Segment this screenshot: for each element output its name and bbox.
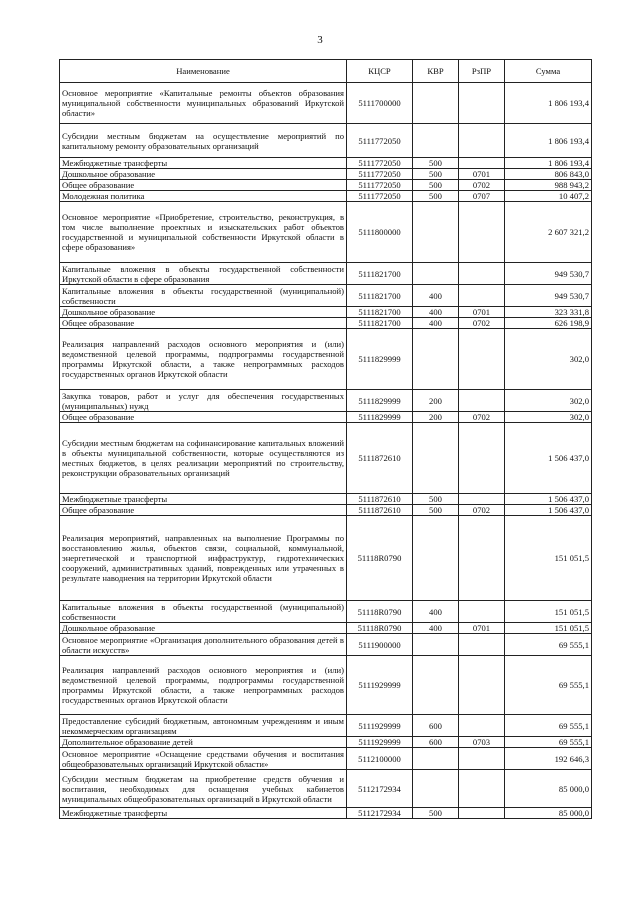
row-rzpr: [459, 263, 505, 285]
row-kvr: 200: [413, 390, 459, 412]
page-number: 3: [317, 34, 323, 46]
row-name: Закупка товаров, работ и услуг для обеспечения государственных (муниципальных) нужд: [60, 390, 347, 412]
row-name: Капитальные вложения в объекты государственной собственности Иркутской области в сфере образования: [60, 263, 347, 285]
row-kvr: 500: [413, 808, 459, 819]
row-rzpr: [459, 601, 505, 623]
row-name: Основное мероприятие «Оснащение средствами обучения и воспитания общеобразовательных организаций Иркутской области»: [60, 748, 347, 770]
row-name: Субсидии местным бюджетам на осуществление мероприятий по капитальному ремонту образовательных организаций: [60, 124, 347, 158]
row-sum: 69 555,1: [505, 656, 592, 715]
row-name: Субсидии местным бюджетам на приобретение средств обучения и воспитания, необходимых для оснащения учебных кабинетов муниципальных общеобразовательных организаций в Иркутской области: [60, 770, 347, 808]
row-name: Субсидии местным бюджетам на софинансирование капитальных вложений в объекты муниципальной собственности, которые осуществляются из местных бюджетов, в целях реализации мероприятий по строительству, реконструкции образовательных организаций: [60, 423, 347, 494]
row-rzpr: 0702: [459, 505, 505, 516]
row-name: Предоставление субсидий бюджетным, автономным учреждениям и иным некоммерческим организациям: [60, 715, 347, 737]
row-sum: 69 555,1: [505, 715, 592, 737]
row-sum: 1 806 193,4: [505, 158, 592, 169]
row-sum: 85 000,0: [505, 808, 592, 819]
row-name: Дошкольное образование: [60, 307, 347, 318]
row-sum: 949 530,7: [505, 263, 592, 285]
row-kvr: [413, 263, 459, 285]
row-rzpr: [459, 285, 505, 307]
row-kcsr: 5111929999: [347, 737, 413, 748]
row-sum: 988 943,2: [505, 180, 592, 191]
table-row: [60, 505, 592, 516]
header-rzpr: РзПР: [459, 60, 505, 83]
row-rzpr: [459, 748, 505, 770]
row-kcsr: 5111872610: [347, 494, 413, 505]
row-kcsr: 5111872610: [347, 505, 413, 516]
row-kcsr: 5111872610: [347, 423, 413, 494]
row-name: Общее образование: [60, 180, 347, 191]
table-row: [60, 83, 592, 124]
row-kvr: [413, 770, 459, 808]
budget-table: [59, 59, 592, 819]
row-sum: 302,0: [505, 329, 592, 390]
row-kvr: 600: [413, 737, 459, 748]
row-kcsr: 51118R0790: [347, 516, 413, 601]
table-row: [60, 423, 592, 494]
row-rzpr: 0702: [459, 412, 505, 423]
row-sum: 1 506 437,0: [505, 423, 592, 494]
row-name: Общее образование: [60, 505, 347, 516]
row-kvr: 400: [413, 623, 459, 634]
row-kcsr: 5111821700: [347, 318, 413, 329]
row-sum: 192 646,3: [505, 748, 592, 770]
row-rzpr: [459, 770, 505, 808]
table-row: [60, 180, 592, 191]
row-rzpr: 0702: [459, 180, 505, 191]
row-name: Реализация направлений расходов основного мероприятия и (или) ведомственной целевой программы, подпрограммы государственной программы Иркутской области, а также непрограммных расходов государственных органов Иркутской области: [60, 329, 347, 390]
row-rzpr: 0707: [459, 191, 505, 202]
table-row: [60, 124, 592, 158]
row-sum: 10 407,2: [505, 191, 592, 202]
row-kcsr: 5111772050: [347, 180, 413, 191]
row-kvr: [413, 656, 459, 715]
row-kcsr: 5111772050: [347, 124, 413, 158]
row-kcsr: 5111929999: [347, 715, 413, 737]
table-row: [60, 318, 592, 329]
row-kvr: 400: [413, 285, 459, 307]
row-rzpr: [459, 494, 505, 505]
row-kcsr: 5111829999: [347, 390, 413, 412]
table-row: [60, 412, 592, 423]
header-kvr: КВР: [413, 60, 459, 83]
row-rzpr: 0701: [459, 169, 505, 180]
row-kvr: [413, 748, 459, 770]
table-row: [60, 169, 592, 180]
table-row: [60, 494, 592, 505]
row-kvr: [413, 329, 459, 390]
row-sum: 69 555,1: [505, 634, 592, 656]
row-kcsr: 5111772050: [347, 169, 413, 180]
row-kcsr: 5111821700: [347, 307, 413, 318]
row-kcsr: 5111929999: [347, 656, 413, 715]
row-name: Дошкольное образование: [60, 623, 347, 634]
row-name: Дошкольное образование: [60, 169, 347, 180]
table-row: [60, 263, 592, 285]
row-name: Реализация направлений расходов основного мероприятия и (или) ведомственной целевой программы, подпрограммы государственной программы Иркутской области, а также непрограммных расходов государственных органов Иркутской области: [60, 656, 347, 715]
row-kcsr: 5111700000: [347, 83, 413, 124]
row-rzpr: [459, 656, 505, 715]
row-rzpr: 0701: [459, 623, 505, 634]
table-row: [60, 715, 592, 737]
row-sum: 69 555,1: [505, 737, 592, 748]
row-name: Капитальные вложения в объекты государственной (муниципальной) собственности: [60, 601, 347, 623]
row-name: Капитальные вложения в объекты государственной (муниципальной) собственности: [60, 285, 347, 307]
row-kvr: 600: [413, 715, 459, 737]
row-sum: 151 051,5: [505, 516, 592, 601]
row-rzpr: [459, 634, 505, 656]
row-kvr: 400: [413, 601, 459, 623]
row-sum: 949 530,7: [505, 285, 592, 307]
row-name: Основное мероприятие «Капитальные ремонты объектов образования муниципальной собственности муниципальных образований Иркутской области»: [60, 83, 347, 124]
row-rzpr: 0703: [459, 737, 505, 748]
table-row: [60, 737, 592, 748]
row-sum: 806 843,0: [505, 169, 592, 180]
row-kcsr: 5111772050: [347, 191, 413, 202]
row-rzpr: [459, 124, 505, 158]
row-kcsr: 5111821700: [347, 285, 413, 307]
row-kcsr: 5111900000: [347, 634, 413, 656]
row-kcsr: 5112172934: [347, 808, 413, 819]
row-name: Межбюджетные трансферты: [60, 808, 347, 819]
row-rzpr: [459, 808, 505, 819]
row-sum: 626 198,9: [505, 318, 592, 329]
row-kvr: 500: [413, 494, 459, 505]
row-sum: 302,0: [505, 390, 592, 412]
row-name: Межбюджетные трансферты: [60, 158, 347, 169]
row-kcsr: 5111772050: [347, 158, 413, 169]
header-name: Наименование: [60, 60, 347, 83]
row-rzpr: [459, 390, 505, 412]
row-sum: 151 051,5: [505, 623, 592, 634]
table-header-row: [60, 60, 592, 83]
row-sum: 2 607 321,2: [505, 202, 592, 263]
row-kcsr: 51118R0790: [347, 601, 413, 623]
row-sum: 1 506 437,0: [505, 494, 592, 505]
row-kvr: 500: [413, 505, 459, 516]
row-sum: 85 000,0: [505, 770, 592, 808]
row-kvr: [413, 634, 459, 656]
row-name: Общее образование: [60, 318, 347, 329]
row-kvr: 400: [413, 307, 459, 318]
row-sum: 323 331,8: [505, 307, 592, 318]
table-row: [60, 307, 592, 318]
table-row: [60, 634, 592, 656]
row-kvr: [413, 423, 459, 494]
table-row: [60, 770, 592, 808]
row-kvr: 400: [413, 318, 459, 329]
table-row: [60, 390, 592, 412]
header-kcsr: КЦСР: [347, 60, 413, 83]
row-kvr: [413, 516, 459, 601]
row-kcsr: 5111829999: [347, 329, 413, 390]
row-kcsr: 51118R0790: [347, 623, 413, 634]
row-sum: 151 051,5: [505, 601, 592, 623]
row-kcsr: 5111821700: [347, 263, 413, 285]
table-row: [60, 158, 592, 169]
row-rzpr: [459, 715, 505, 737]
row-kvr: 500: [413, 158, 459, 169]
row-rzpr: [459, 329, 505, 390]
row-rzpr: [459, 158, 505, 169]
table-row: [60, 748, 592, 770]
row-kvr: [413, 124, 459, 158]
row-name: Общее образование: [60, 412, 347, 423]
row-kcsr: 5111829999: [347, 412, 413, 423]
row-kcsr: 5111800000: [347, 202, 413, 263]
table-row: [60, 656, 592, 715]
row-name: Межбюджетные трансферты: [60, 494, 347, 505]
table-row: [60, 329, 592, 390]
row-rzpr: 0702: [459, 318, 505, 329]
row-kvr: [413, 83, 459, 124]
row-kcsr: 5112172934: [347, 770, 413, 808]
row-name: Молодежная политика: [60, 191, 347, 202]
row-kvr: 500: [413, 191, 459, 202]
row-kvr: 200: [413, 412, 459, 423]
table-row: [60, 808, 592, 819]
row-rzpr: 0701: [459, 307, 505, 318]
row-kvr: [413, 202, 459, 263]
row-sum: 1 806 193,4: [505, 83, 592, 124]
row-rzpr: [459, 516, 505, 601]
row-name: Основное мероприятие «Организация дополнительного образования детей в области искусств»: [60, 634, 347, 656]
row-rzpr: [459, 423, 505, 494]
table-row: [60, 202, 592, 263]
header-sum: Сумма: [505, 60, 592, 83]
table-row: [60, 191, 592, 202]
table-row: [60, 285, 592, 307]
row-kvr: 500: [413, 180, 459, 191]
row-rzpr: [459, 202, 505, 263]
table-row: [60, 516, 592, 601]
row-kvr: 500: [413, 169, 459, 180]
row-kcsr: 5112100000: [347, 748, 413, 770]
row-sum: 1 806 193,4: [505, 124, 592, 158]
table-row: [60, 601, 592, 623]
row-name: Реализация мероприятий, направленных на выполнение Программы по восстановлению жилья, объектов связи, социальной, коммунальной, энергетической и транспортной инфраструктур, гидротехнических сооружений, административных зданий, поврежденных или утраченных в результате наводнения на территории Иркутской области: [60, 516, 347, 601]
row-sum: 302,0: [505, 412, 592, 423]
row-rzpr: [459, 83, 505, 124]
row-name: Основное мероприятие «Приобретение, строительство, реконструкция, в том числе выполнение проектных и изыскательских работ объектов государственной и муниципальной собственности Иркутской области в сфере образования»: [60, 202, 347, 263]
row-sum: 1 506 437,0: [505, 505, 592, 516]
table-row: [60, 623, 592, 634]
row-name: Дополнительное образование детей: [60, 737, 347, 748]
